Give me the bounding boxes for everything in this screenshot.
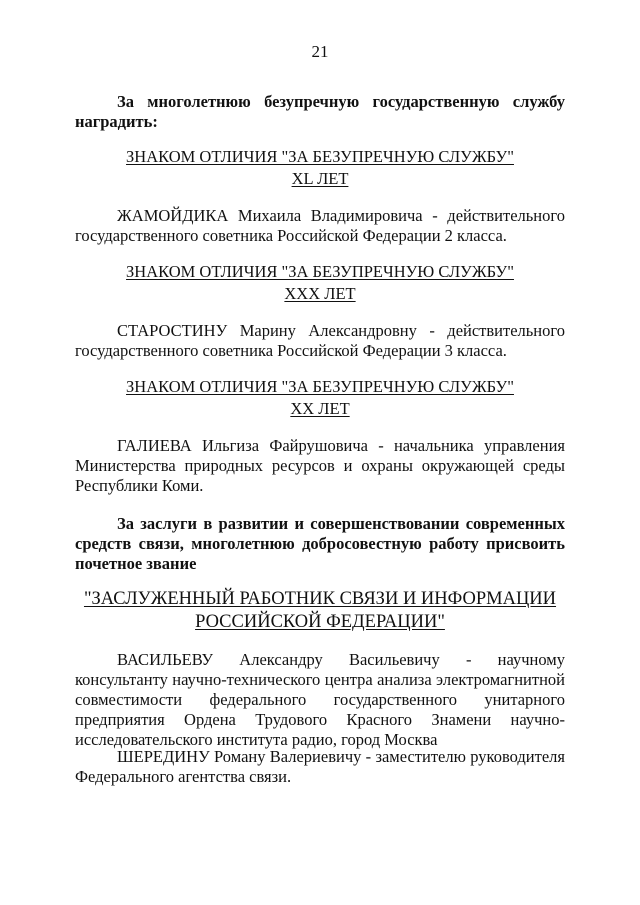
recipient-vasiliev: ВАСИЛЬЕВУ Александру Васильевичу - научному консультанту научно-технического центра анализа электромагнитной совместимости федерального государственного унитарного предприятия Ордена Трудового Красного Знамени научно-исследовательского института радио, город Москва [75,650,565,749]
award-heading-line1: ЗНАКОМ ОТЛИЧИЯ "ЗА БЕЗУПРЕЧНУЮ СЛУЖБУ" [126,262,514,281]
honorary-title-line1: "ЗАСЛУЖЕННЫЙ РАБОТНИК СВЯЗИ И ИНФОРМАЦИИ [83,589,557,609]
award-intro-civil-service: За многолетнюю безупречную государственную службу наградить: [75,92,565,131]
award-heading-xxx [75,261,565,305]
recipient-galiev: ГАЛИЕВА Ильгиза Файрушовича - начальника управления Министерства природных ресурсов и охраны окружающей среды Республики Коми. [75,436,565,495]
honorary-title-line2: РОССИЙСКОЙ ФЕДЕРАЦИИ" [195,612,445,632]
recipient-sheredin: ШЕРЕДИНУ Роману Валериевичу - заместителю руководителя Федерального агентства связи. [75,747,565,786]
award-heading-line2: XXX ЛЕТ [284,284,356,303]
award-heading-xl [75,146,565,190]
page-number: 21 [311,42,329,61]
honorary-title-heading [75,588,565,634]
award-intro-communications: За заслуги в развитии и совершенствовании современных средств связи, многолетнюю добросовестную работу присвоить почетное звание [75,514,565,573]
award-heading-line1: ЗНАКОМ ОТЛИЧИЯ "ЗА БЕЗУПРЕЧНУЮ СЛУЖБУ" [126,377,514,396]
award-heading-line2: XX ЛЕТ [290,399,350,418]
award-heading-line1: ЗНАКОМ ОТЛИЧИЯ "ЗА БЕЗУПРЕЧНУЮ СЛУЖБУ" [126,147,514,166]
recipient-zhamoidik: ЖАМОЙДИКА Михаила Владимировича - действительного государственного советника Российской Федерации 2 класса. [75,206,565,245]
award-heading-line2: XL ЛЕТ [291,169,349,188]
award-heading-xx [75,376,565,420]
recipient-starostina: СТАРОСТИНУ Марину Александровну - действительного государственного советника Российской Федерации 3 класса. [75,321,565,360]
